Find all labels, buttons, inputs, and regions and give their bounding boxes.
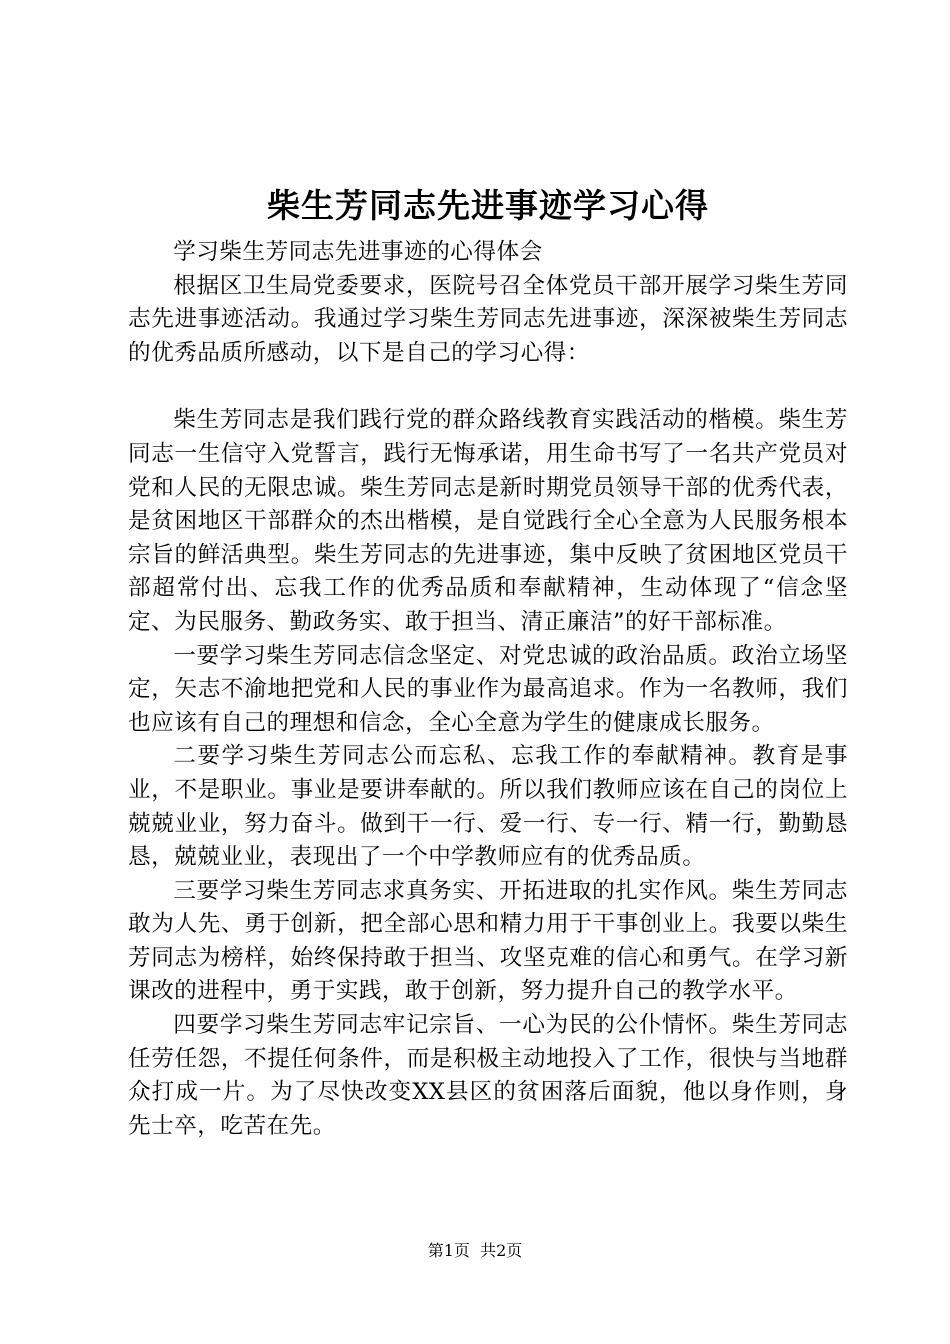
page-number-current: 第1页 [427, 1241, 470, 1260]
document-page [128, 0, 848, 1344]
page-footer [128, 1241, 822, 1261]
paragraph-role-model: 柴生芳同志是我们践行党的群众路线教育实践活动的楷模。柴生芳同志一生信守入党誓言，践行无悔承诺，用生命书写了一名共产党员对党和人民的无限忠诚。柴生芳同志是新时期党员领导干部的优秀代表，是贫困地区干部群众的杰出楷模，是自觉践行全心全意为人民服务根本宗旨的鲜活典型。柴生芳同志的先进事迹，集中反映了贫困地区党员干部超常付出、忘我工作的优秀品质和奉献精神，生动体现了“信念坚定、为民服务、勤政务实、敢于担当、清正廉洁”的好干部标准。 [128, 407, 848, 635]
document-body [128, 236, 848, 1143]
paragraph-point-four: 四要学习柴生芳同志牢记宗旨、一心为民的公仆情怀。柴生芳同志任劳任怨，不提任何条件，而是积极主动地投入了工作，很快与当地群众打成一片。为了尽快改变XX县区的贫困落后面貌，他以身作则，身先士卒，吃苦在先。 [128, 1012, 848, 1139]
document-title: 柴生芳同志先进事迹学习心得 [267, 186, 709, 225]
paragraph-point-one: 一要学习柴生芳同志信念坚定、对党忠诚的政治品质。政治立场坚定，矢志不渝地把党和人民的事业作为最高追求。作为一名教师，我们也应该有自己的理想和信念，全心全意为学生的健康成长服务。 [128, 642, 848, 736]
paragraph-intro: 根据区卫生局党委要求，医院号召全体党员干部开展学习柴生芳同志先进事迹活动。我通过学习柴生芳同志先进事迹，深深被柴生芳同志的优秀品质所感动，以下是自己的学习心得： [128, 272, 848, 366]
page-number-total: 共2页 [480, 1241, 523, 1260]
paragraph-point-three: 三要学习柴生芳同志求真务实、开拓进取的扎实作风。柴生芳同志敢为人先、勇于创新，把全部心思和精力用于干事创业上。我要以柴生芳同志为榜样，始终保持敢于担当、攻坚克难的信心和勇气。在学习新课改的进程中，勇于实践，敢于创新，努力提升自己的教学水平。 [128, 877, 848, 1005]
paragraph-subtitle: 学习柴生芳同志先进事迹的心得体会 [173, 239, 543, 265]
paragraph-point-two: 二要学习柴生芳同志公而忘私、忘我工作的奉献精神。教育是事业，不是职业。事业是要讲奉献的。所以我们教师应该在自己的岗位上兢兢业业，努力奋斗。做到干一行、爱一行、专一行、精一行，勤勤恳恳，兢兢业业，表现出了一个中学教师应有的优秀品质。 [128, 743, 848, 871]
